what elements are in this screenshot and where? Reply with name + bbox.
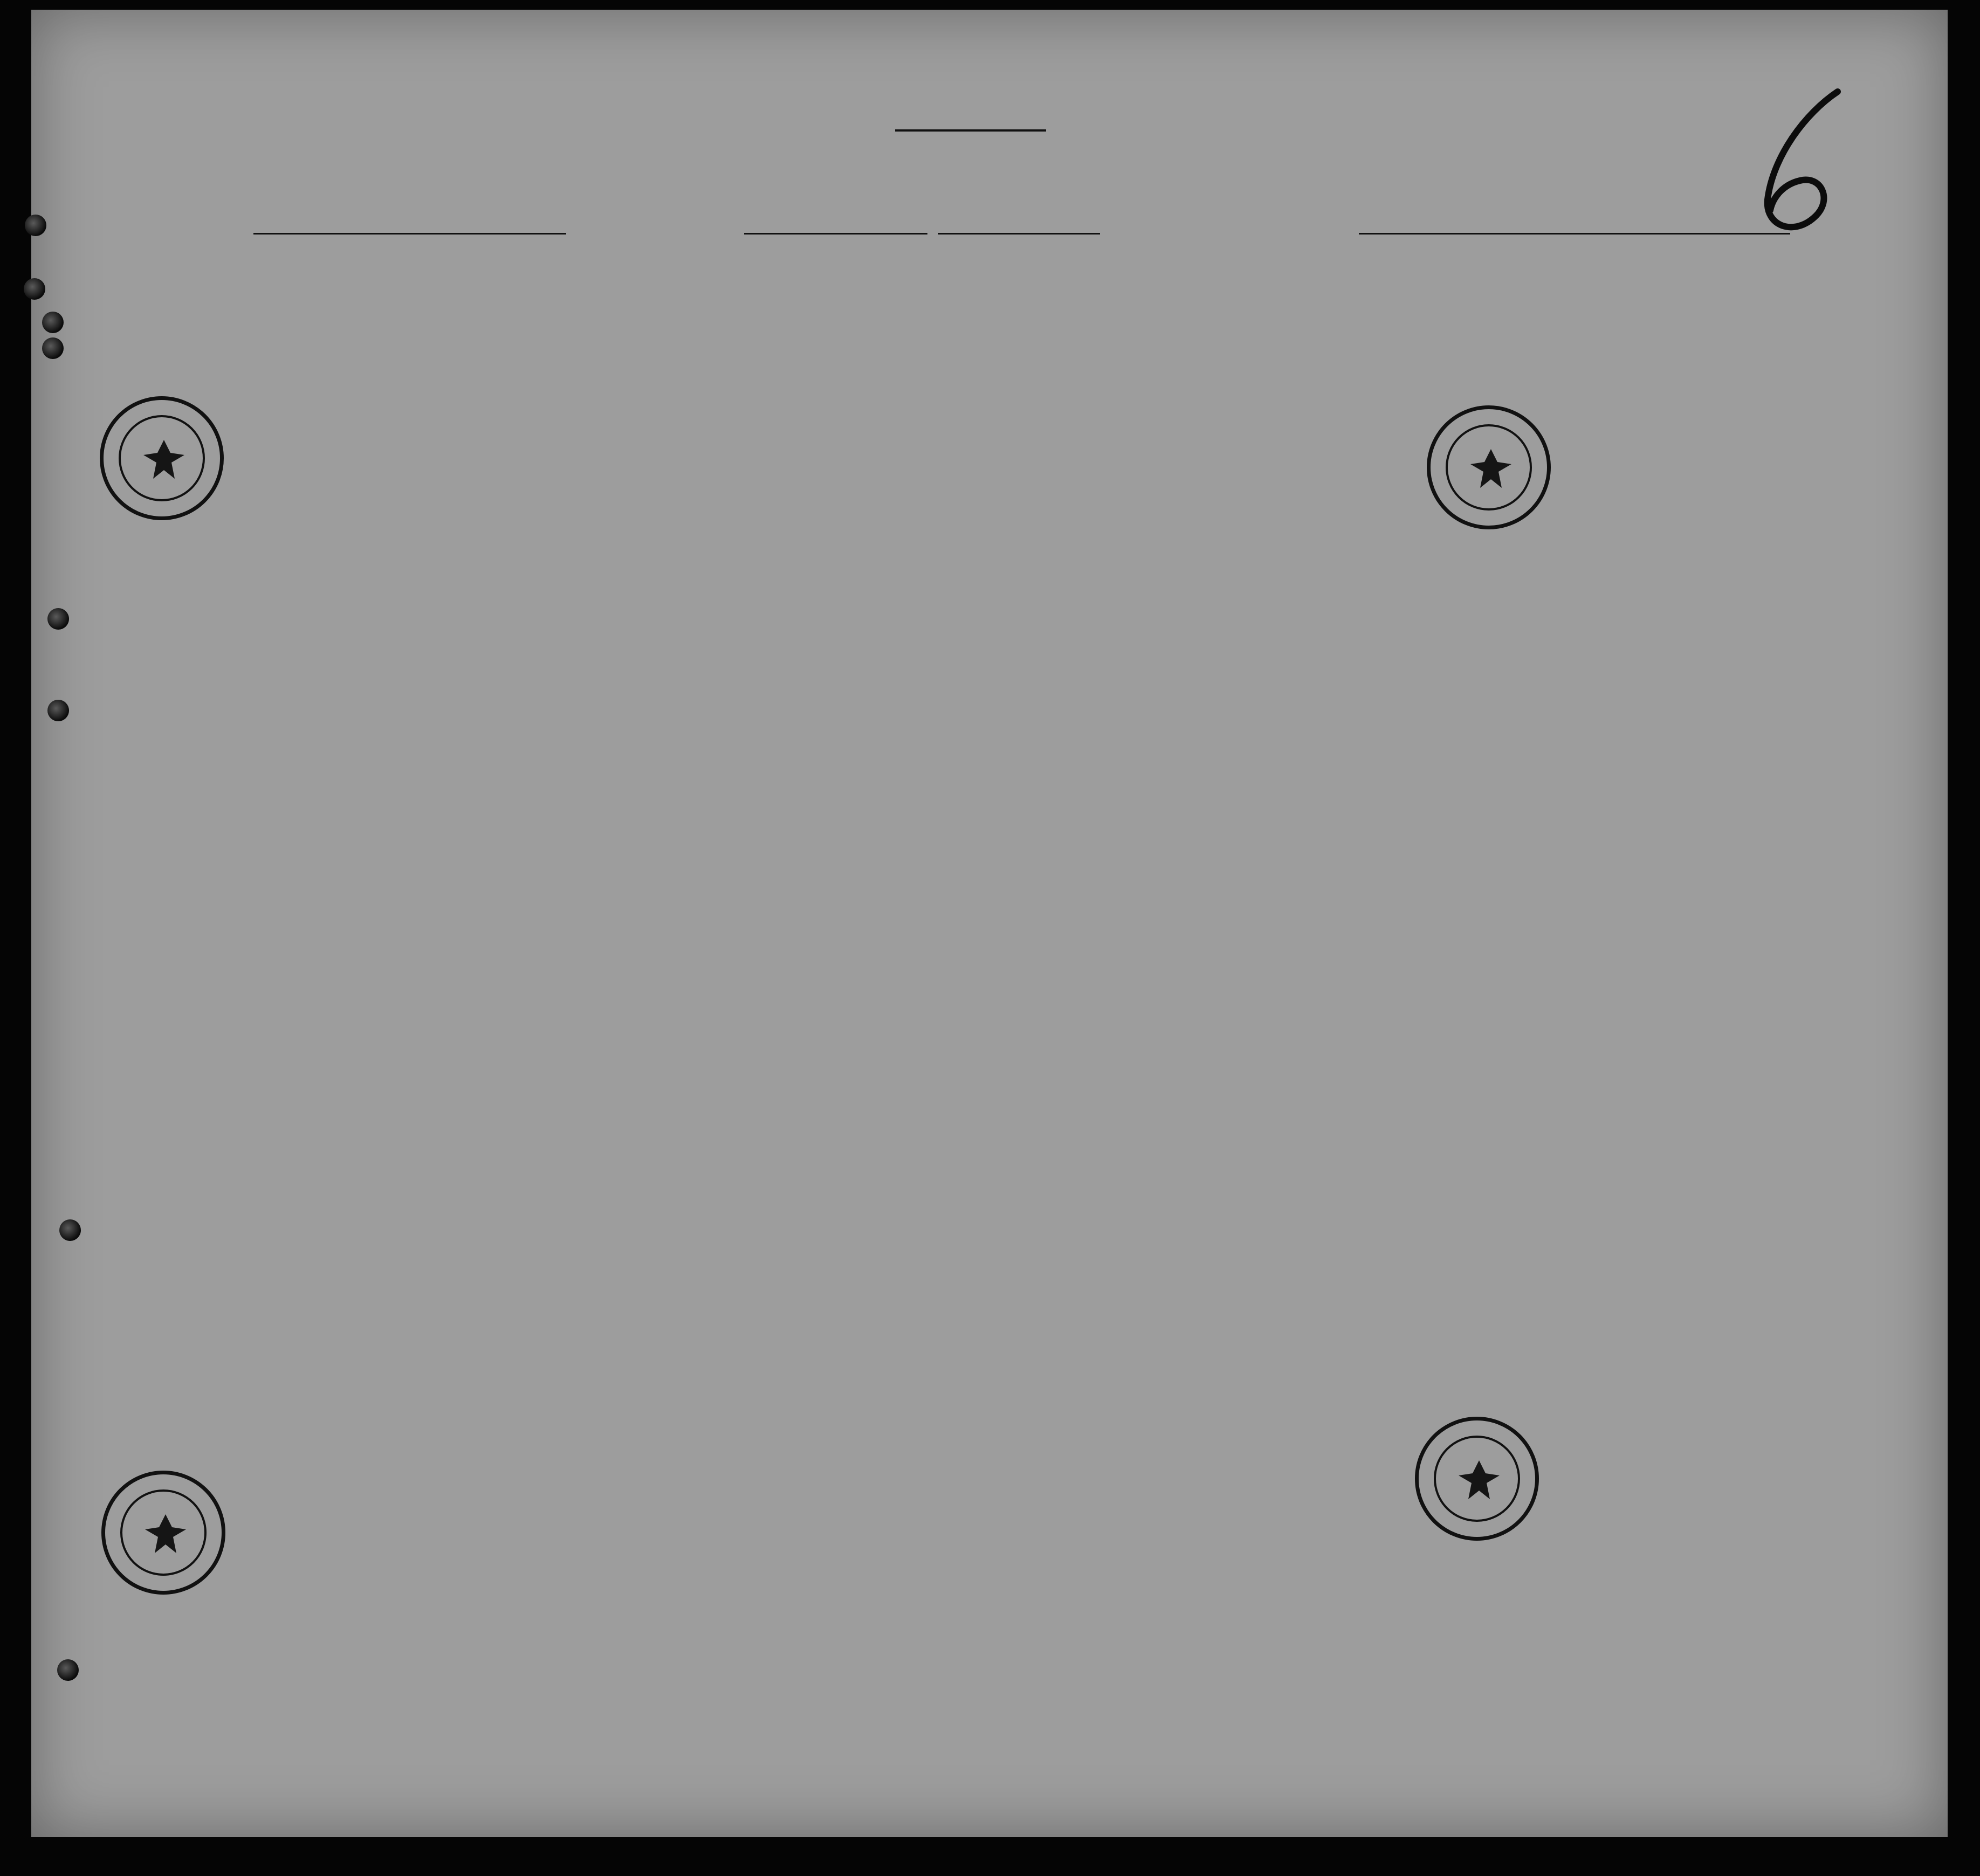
- eagle-seal-icon: [1468, 446, 1514, 491]
- title-underline: [895, 129, 1046, 132]
- eagle-seal-icon: [1456, 1457, 1502, 1502]
- consulate-stamp: [100, 396, 224, 520]
- punch-hole: [42, 312, 64, 333]
- punch-hole: [47, 608, 69, 630]
- punch-hole: [42, 337, 64, 359]
- date-underline: [938, 233, 1100, 235]
- consulate-stamp: [1427, 405, 1551, 529]
- port-underline: [744, 233, 927, 235]
- punch-hole: [57, 1659, 79, 1681]
- punch-hole: [59, 1219, 81, 1241]
- eagle-seal-icon: [141, 437, 187, 482]
- punch-hole: [24, 278, 45, 300]
- punch-hole: [25, 215, 46, 236]
- vessel-underline: [253, 233, 566, 235]
- from-port-underline: [1359, 233, 1790, 235]
- vessel-line: [108, 208, 1779, 235]
- eagle-seal-icon: [143, 1511, 188, 1556]
- manifest-sheet: [31, 10, 1948, 1837]
- consulate-stamp: [101, 1471, 225, 1595]
- consulate-stamp: [1415, 1417, 1539, 1541]
- punch-hole: [47, 700, 69, 721]
